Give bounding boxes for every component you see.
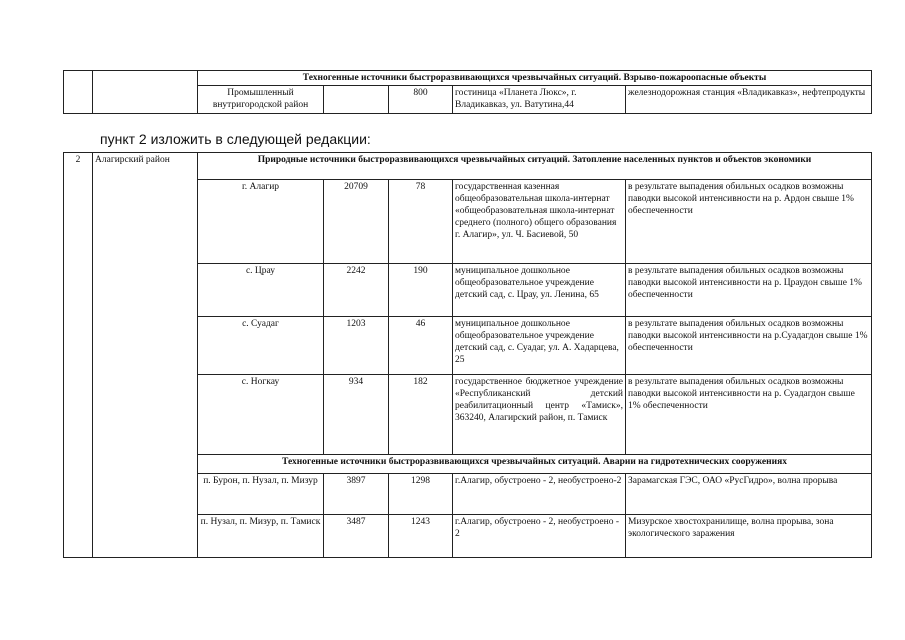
object-cell: муниципальное дошкольное общеобразовательное учреждение детский сад, с. Суадаг, ул. А. Хадарцева, 25 (453, 317, 626, 375)
source-cell: Зарамагская ГЭС, ОАО «РусГидро», волна прорыва (626, 474, 872, 515)
empty-cell (64, 71, 93, 114)
source-cell: железнодорожная станция «Владикавказ», нефтепродукты (626, 86, 872, 114)
population-cell: 2242 (324, 264, 389, 317)
object-cell: гостиница «Планета Люкс», г. Владикавказ, ул. Ватутина,44 (453, 86, 626, 114)
territory-cell: с. Црау (198, 264, 324, 317)
source-cell: Мизурское хвостохранилище, волна прорыва, зона экологического заражения (626, 515, 872, 558)
section-header-tech-explosive: Техногенные источники быстроразвивающихся чрезвычайных ситуаций. Взрыво-пожароопасные объекты (198, 71, 872, 86)
population-cell: 1203 (324, 317, 389, 375)
table-previous-section (63, 70, 872, 114)
object-cell: г.Алагир, обустроено - 2, необустроено - 2 (453, 515, 626, 558)
source-cell: в результате выпадения обильных осадков возможны паводки высокой интенсивности на р.Суадагдон свыше 1% обеспеченности (626, 317, 872, 375)
object-cell: государственная казенная общеобразовательная школа-интернат «общеобразовательная школа-интернат среднего (полного) общего образования г. Алагир», ул. Ч. Басиевой, 50 (453, 180, 626, 264)
section-header-tech-hydro: Техногенные источники быстроразвивающихся чрезвычайных ситуаций. Аварии на гидротехнических сооружениях (198, 455, 872, 474)
count-cell: 78 (389, 180, 453, 264)
source-cell: в результате выпадения обильных осадков возможны паводки высокой интенсивности на р. Цраудон свыше 1% обеспеченности (626, 264, 872, 317)
count-cell: 182 (389, 375, 453, 455)
object-cell: государственное бюджетное учреждение «Республиканский детский реабилитационный центр «Тамиск», 363240, Алагирский район, п. Тамиск (453, 375, 626, 455)
row-number: 2 (64, 153, 93, 558)
count-cell: 46 (389, 317, 453, 375)
population-cell: 3897 (324, 474, 389, 515)
source-cell: в результате выпадения обильных осадков возможны паводки высокой интенсивности на р. Суадагдон свыше 1% обеспеченности (626, 375, 872, 455)
territory-cell: п. Бурон, п. Нузал, п. Мизур (198, 474, 324, 515)
district-name: Алагирский район (93, 153, 198, 558)
territory-cell: г. Алагир (198, 180, 324, 264)
amendment-note: пункт 2 изложить в следующей редакции: (100, 131, 371, 147)
object-cell: г.Алагир, обустроено - 2, необустроено-2 (453, 474, 626, 515)
object-cell: муниципальное дошкольное общеобразовательное учреждение детский сад, с. Црау, ул. Ленина, 65 (453, 264, 626, 317)
population-cell (324, 86, 389, 114)
territory-cell: Промышленный внутригородской район (198, 86, 324, 114)
territory-cell: п. Нузал, п. Мизур, п. Тамиск (198, 515, 324, 558)
count-cell: 1243 (389, 515, 453, 558)
population-cell: 934 (324, 375, 389, 455)
section-header-natural: Природные источники быстроразвивающихся чрезвычайных ситуаций. Затопление населенных пунктов и объектов экономики (198, 153, 872, 180)
population-cell: 20709 (324, 180, 389, 264)
count-cell: 190 (389, 264, 453, 317)
count-cell: 1298 (389, 474, 453, 515)
count-cell: 800 (389, 86, 453, 114)
source-cell: в результате выпадения обильных осадков возможны паводки высокой интенсивности на р. Ардон свыше 1% обеспеченности (626, 180, 872, 264)
territory-cell: с. Суадаг (198, 317, 324, 375)
table-section-2 (63, 152, 872, 558)
territory-cell: с. Ногкау (198, 375, 324, 455)
empty-cell (93, 71, 198, 114)
population-cell: 3487 (324, 515, 389, 558)
